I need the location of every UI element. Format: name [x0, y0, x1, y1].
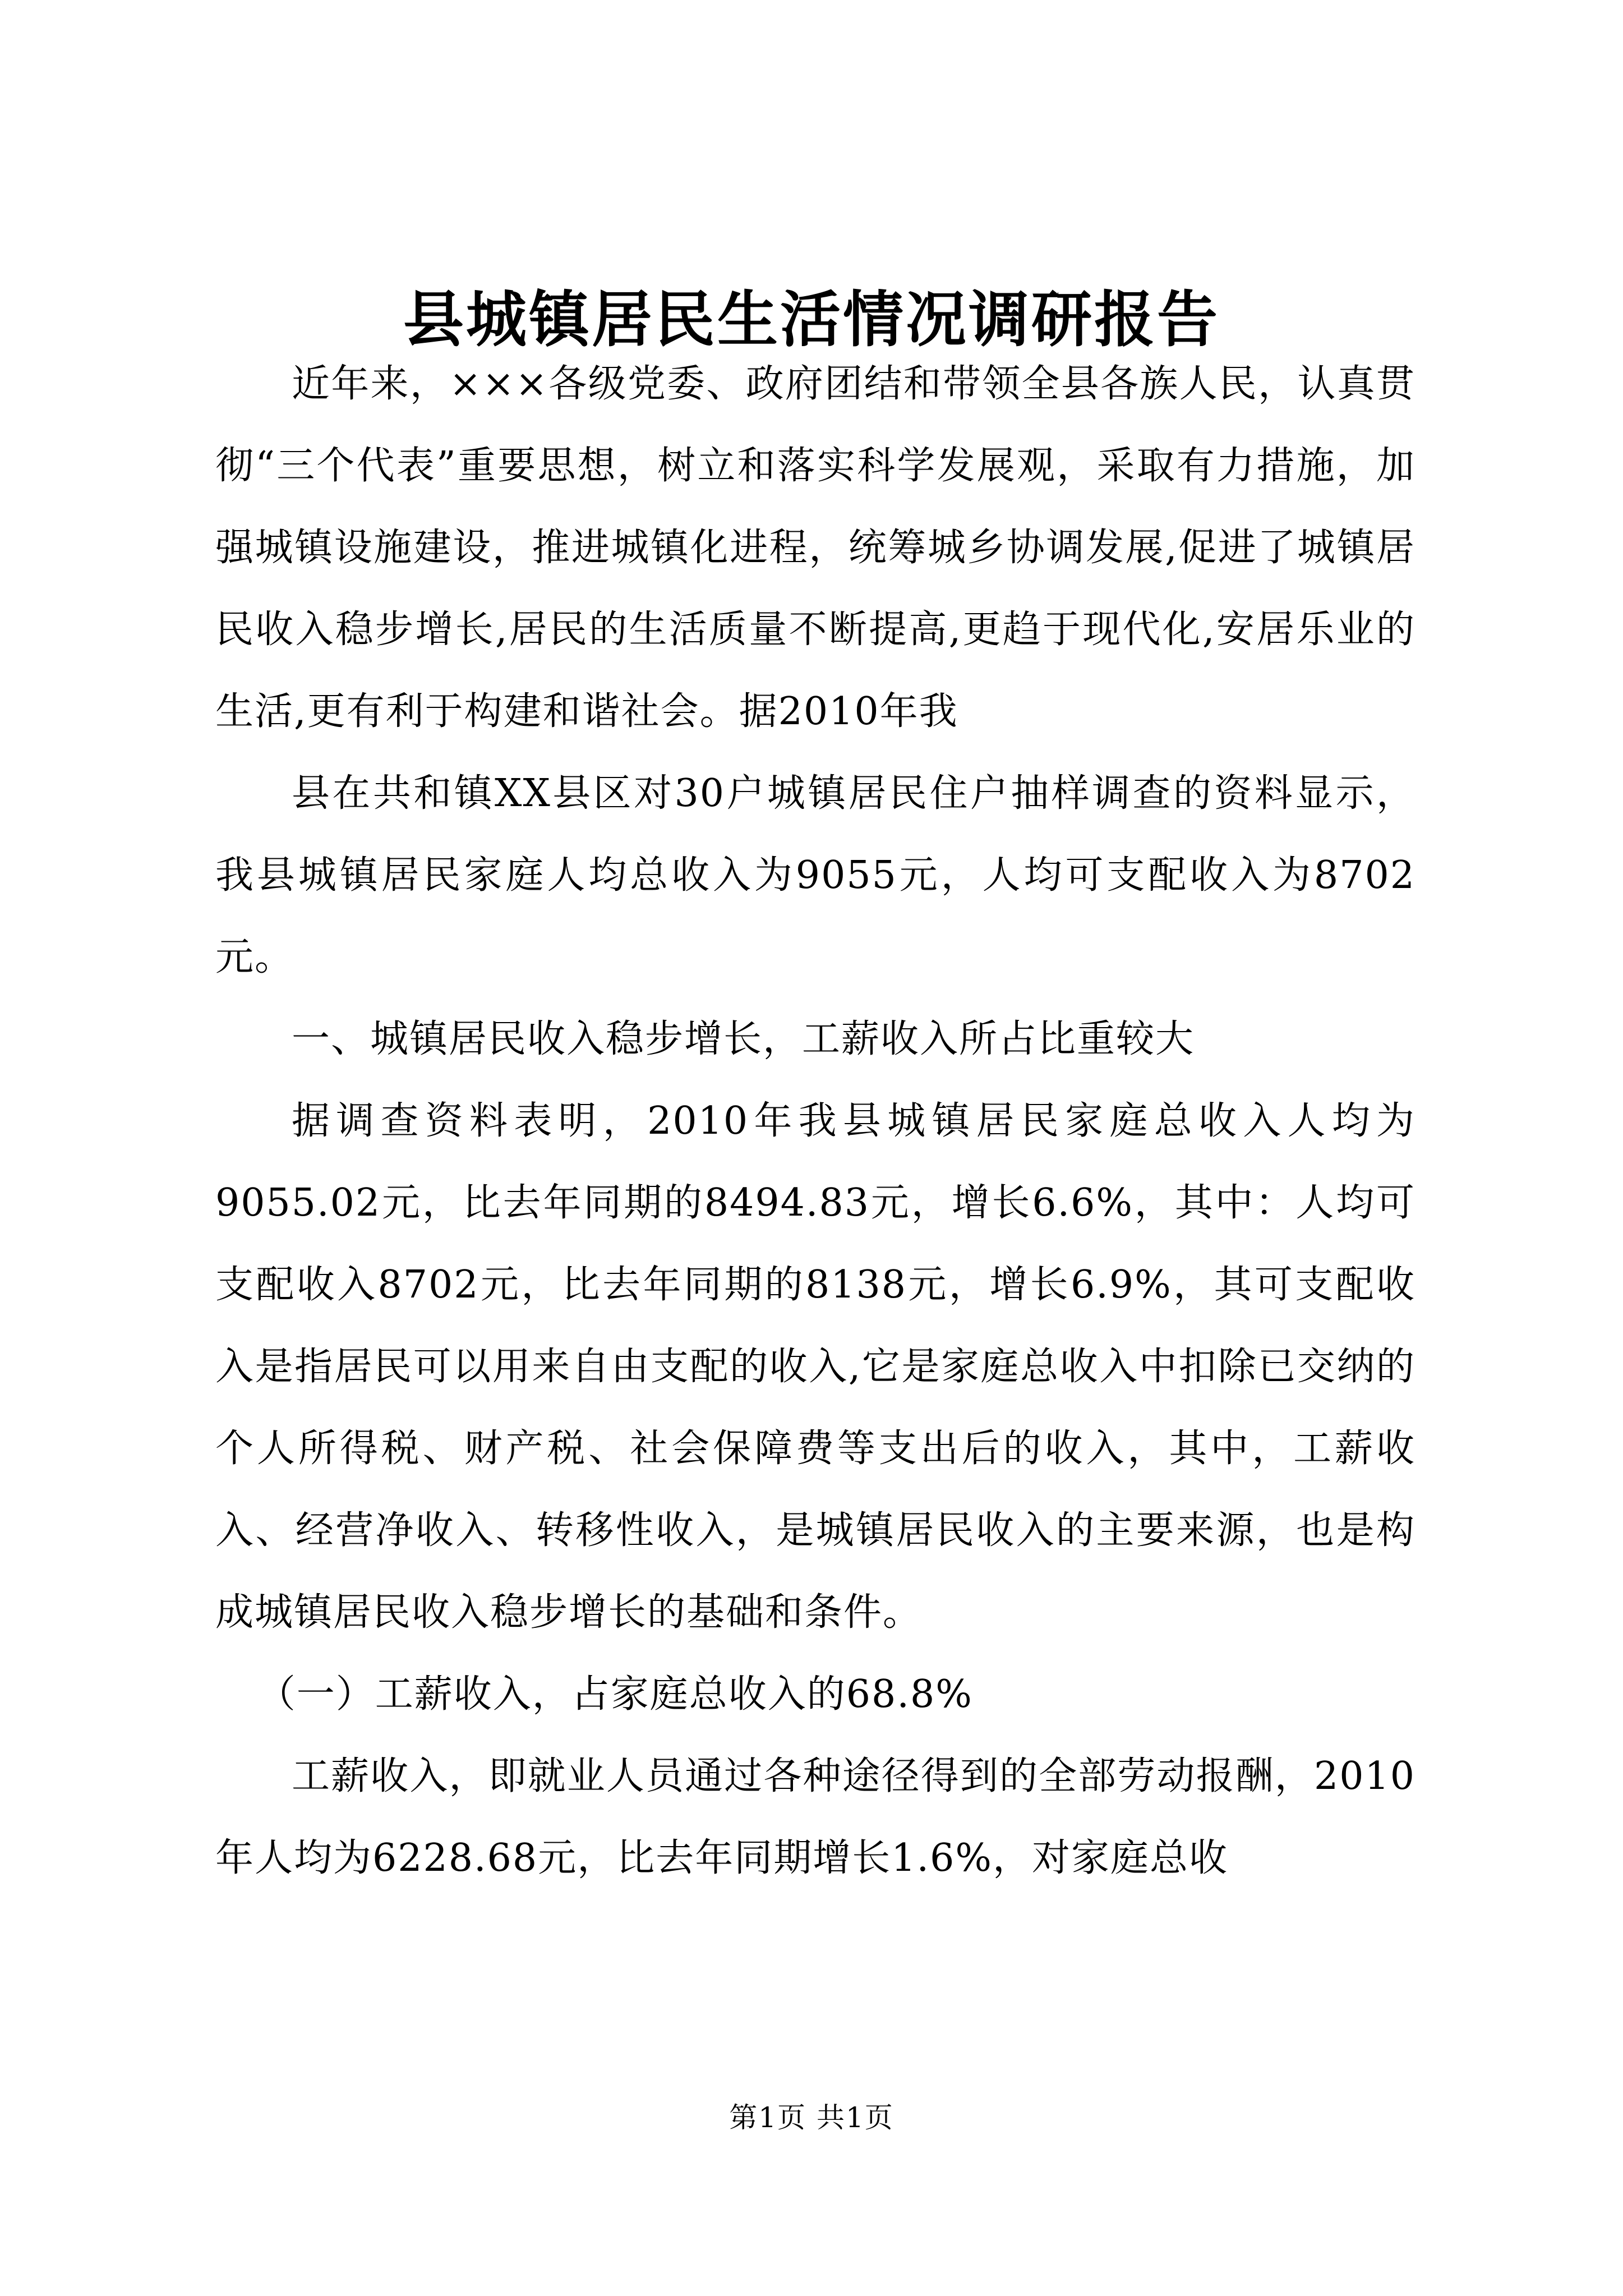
document-title: 县城镇居民生活情况调研报告 — [403, 284, 1220, 355]
document-body — [215, 343, 1415, 1899]
subsection-heading-1: （一）工薪收入，占家庭总收入的68.8% — [257, 1672, 973, 1717]
paragraph-wage-income: 工薪收入，即就业人员通过各种途径得到的全部劳动报酬，2010年人均为6228.68元，比去年同期增长1.6%，对家庭总收 — [215, 1754, 1415, 1880]
page-footer: 第1页 共1页 — [729, 2101, 894, 2134]
paragraph-income-data: 据调查资料表明，2010年我县城镇居民家庭总收入人均为9055.02元，比去年同期的8494.83元，增长6.6%，其中：人均可支配收入8702元，比去年同期的8138元，增长6.9%，其可支配收入是指居民可以用来自由支配的收入,它是家庭总收入中扣除已交纳的个人所得税、财产税、社会保障费等支出后的收入，其中，工薪收入、经营净收入、转移性收入，是城镇居民收入的主要来源，也是构成城镇居民收入稳步增长的基础和条件。 — [215, 1099, 1415, 1635]
section-heading-1: 一、城镇居民收入稳步增长，工薪收入所占比重较大 — [292, 1017, 1195, 1061]
paragraph-intro: 近年来，×××各级党委、政府团结和带领全县各族人民，认真贯彻“三个代表”重要思想，树立和落实科学发展观，采取有力措施，加强城镇设施建设，推进城镇化进程，统筹城乡协调发展,促进了城镇居民收入稳步增长,居民的生活质量不断提高,更趋于现代化,安居乐业的生活,更有利于构建和谐社会。据2010年我 — [215, 362, 1415, 734]
paragraph-survey: 县在共和镇XX县区对30户城镇居民住户抽样调查的资料显示，我县城镇居民家庭人均总收入为9055元，人均可支配收入为8702元。 — [215, 771, 1415, 979]
